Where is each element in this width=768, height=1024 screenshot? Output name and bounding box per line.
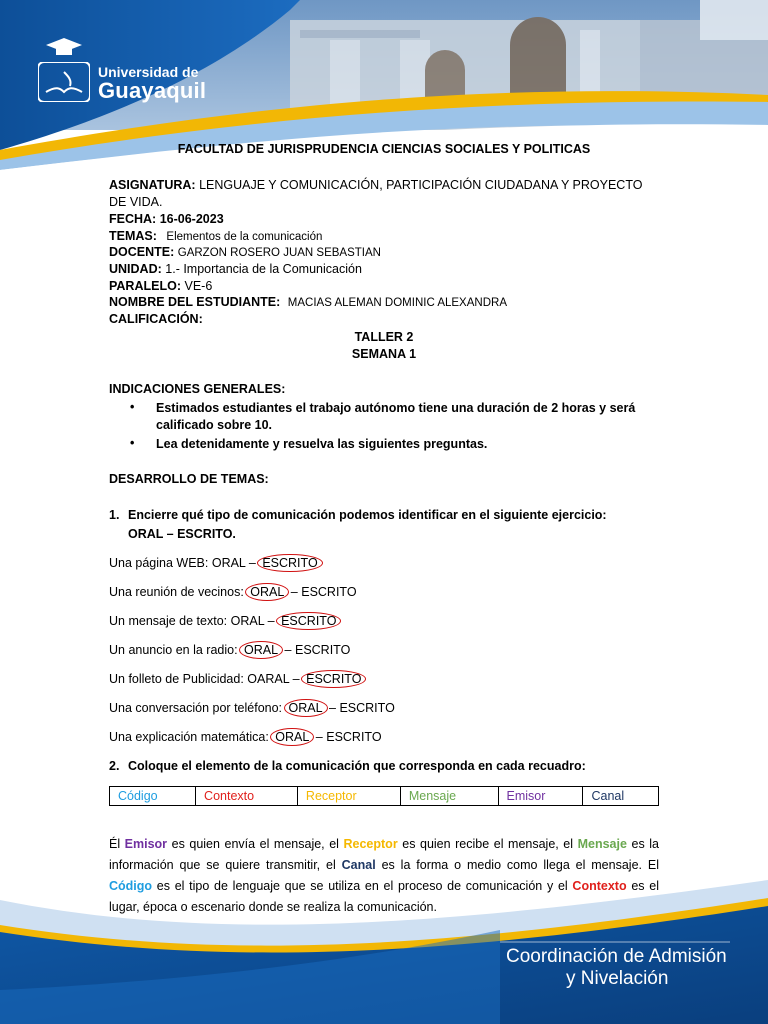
option-oral: OARAL: [247, 672, 290, 686]
bullet-icon: •: [130, 436, 135, 450]
unidad-line: [109, 262, 362, 276]
element-cell: Receptor: [297, 787, 400, 806]
para-text: es la forma o medio como llega el mensaje. El: [375, 858, 659, 872]
indicaciones-heading: INDICACIONES GENERALES:: [109, 382, 286, 396]
taller-title: TALLER 2: [354, 330, 414, 344]
element-cell: Contexto: [196, 787, 298, 806]
exercise-item: [109, 672, 364, 686]
option-escrito: ESCRITO: [326, 730, 382, 744]
asignatura-label: ASIGNATURA:: [109, 178, 196, 192]
kw-mensaje: Mensaje: [577, 837, 627, 851]
para-text: es quien envía el mensaje, el: [167, 837, 344, 851]
docente-line: [109, 245, 381, 259]
calificacion-label: CALIFICACIÓN:: [109, 312, 203, 326]
exercise-item: [109, 730, 382, 744]
question2-text: Coloque el elemento de la comunicación que corresponda en cada recuadro:: [128, 759, 586, 773]
question2-number: 2.: [109, 759, 120, 773]
item-prefix: Un folleto de Publicidad:: [109, 672, 248, 686]
exercise-item: [109, 585, 357, 599]
semana-title: SEMANA 1: [351, 347, 417, 361]
docente-label: DOCENTE:: [109, 245, 175, 259]
item-prefix: Un anuncio en la radio:: [109, 643, 242, 657]
option-separator: –: [289, 672, 304, 686]
elements-row: [110, 787, 659, 806]
temas-label: TEMAS:: [109, 229, 157, 243]
option-oral: ORAL: [230, 614, 265, 628]
desarrollo-heading: DESARROLLO DE TEMAS:: [109, 472, 269, 486]
option-separator: –: [281, 643, 295, 657]
temas-line: [109, 229, 322, 243]
question1-text: Encierre qué tipo de comunicación podemos identificar en el siguiente ejercicio:: [128, 508, 607, 522]
fecha-line: [109, 212, 224, 226]
kw-receptor: Receptor: [343, 837, 398, 851]
docente-value: GARZON ROSERO JUAN SEBASTIAN: [177, 247, 381, 259]
paralelo-label: PARALELO:: [109, 279, 181, 293]
option-separator: –: [245, 556, 260, 570]
asignatura-line: [109, 178, 642, 192]
paralelo-value: VE-6: [184, 279, 213, 293]
option-oral: ORAL: [284, 699, 328, 717]
option-separator: –: [325, 701, 340, 715]
kw-canal: Canal: [341, 858, 376, 872]
option-separator: –: [287, 585, 302, 599]
item-prefix: Una página WEB:: [109, 556, 212, 570]
element-cell: Canal: [583, 787, 659, 806]
asignatura-value: LENGUAJE Y COMUNICACIÓN, PARTICIPACIÓN CIUDADANA Y PROYECTO: [199, 178, 643, 192]
kw-emisor: Emisor: [124, 837, 168, 851]
option-escrito: ESCRITO: [339, 701, 395, 715]
item-prefix: Un mensaje de texto:: [109, 614, 231, 628]
para-text: es la información que se quiere transmitir, el: [109, 837, 659, 872]
fecha-value: 16-06-2023: [159, 212, 224, 226]
kw-codigo: Código: [109, 879, 153, 893]
option-escrito: ESCRITO: [294, 643, 351, 657]
item-prefix: Una explicación matemática:: [109, 730, 273, 744]
option-escrito: ESCRITO: [276, 612, 341, 630]
para-text: es quien recibe el mensaje, el: [397, 837, 578, 851]
elements-table: [109, 786, 659, 806]
option-escrito: ESCRITO: [257, 554, 322, 572]
exercise-item: [109, 556, 321, 570]
item-prefix: Una conversación por teléfono:: [109, 701, 286, 715]
unidad-value: 1.- Importancia de la Comunicación: [165, 262, 362, 276]
option-separator: –: [264, 614, 279, 628]
graduation-cap-icon: [44, 36, 84, 58]
asignatura-value-line2: DE VIDA.: [109, 195, 163, 209]
element-cell: Emisor: [498, 787, 583, 806]
footer-brand: [506, 946, 727, 990]
logo-text-line1: Universidad de: [98, 64, 199, 80]
bullet-icon: •: [130, 400, 135, 414]
question1-number: 1.: [109, 508, 120, 522]
university-logo: [34, 36, 214, 106]
exercise-item: [109, 701, 395, 715]
logo-text-line2: Guayaquil: [98, 78, 207, 103]
exercise-item: [109, 643, 350, 657]
option-oral: ORAL: [211, 556, 246, 570]
para-text: Él: [109, 837, 125, 851]
paralelo-line: [109, 279, 212, 293]
exercise-item: [109, 614, 339, 628]
footer-line2: y Nivelación: [566, 968, 669, 989]
option-oral: ORAL: [245, 583, 289, 601]
indicacion-item: Lea detenidamente y resuelva las siguientes preguntas.: [156, 437, 488, 451]
kw-contexto: Contexto: [572, 879, 627, 893]
option-oral: ORAL: [239, 641, 283, 659]
question1-text-line2: ORAL – ESCRITO.: [128, 527, 236, 541]
option-separator: –: [312, 730, 327, 744]
element-cell: Código: [110, 787, 196, 806]
estudiante-line: [109, 295, 507, 309]
option-escrito: ESCRITO: [301, 585, 357, 599]
book-logo-icon: [38, 62, 90, 102]
element-cell: Mensaje: [400, 787, 498, 806]
option-oral: ORAL: [270, 728, 314, 746]
footer-line1: Coordinación de Admisión: [506, 946, 727, 967]
para-text: es el lugar, época o escenario donde se realiza la comunicación.: [109, 879, 659, 914]
estudiante-value: MACIAS ALEMAN DOMINIC ALEXANDRA: [287, 297, 507, 309]
fecha-label: FECHA:: [109, 212, 157, 226]
item-prefix: Una reunión de vecinos:: [109, 585, 248, 599]
para-text: es el tipo de lenguaje que se utiliza en el proceso de comunicación y el: [152, 879, 573, 893]
option-escrito: ESCRITO: [301, 670, 366, 688]
temas-value: Elementos de la comunicación: [166, 231, 323, 243]
unidad-label: UNIDAD:: [109, 262, 162, 276]
estudiante-label: NOMBRE DEL ESTUDIANTE:: [109, 295, 281, 309]
faculty-title: FACULTAD DE JURISPRUDENCIA CIENCIAS SOCIALES Y POLITICAS: [177, 142, 591, 156]
indicacion-item: Estimados estudiantes el trabajo autónomo tiene una duración de 2 horas y será calificado sobre 10.: [156, 401, 636, 432]
